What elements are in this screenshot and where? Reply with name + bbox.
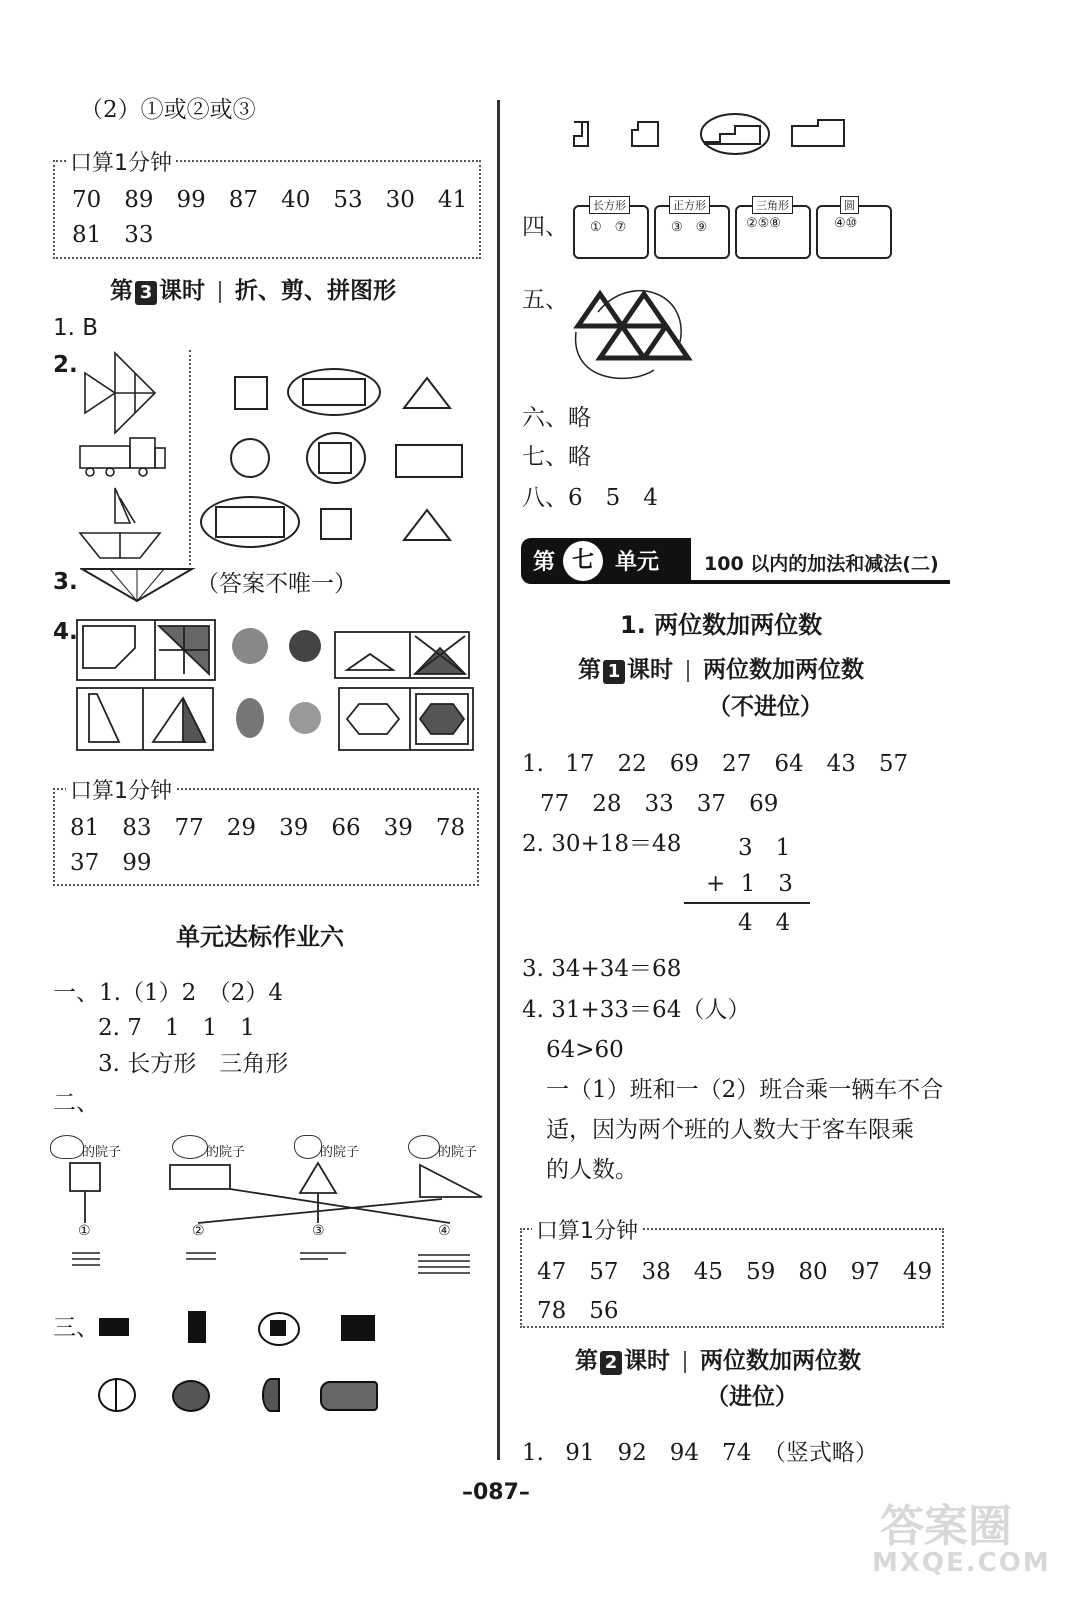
answer-line: 一、1.（1）2 （2）4 xyxy=(53,980,283,1006)
unit-suffix: 单元 xyxy=(615,550,660,575)
rabbit-icon xyxy=(294,1135,322,1159)
answer-line: 4. 31+33＝64（人） xyxy=(522,997,751,1023)
kousuan-row: 81 33 xyxy=(72,222,154,248)
unit-banner xyxy=(521,538,691,584)
split-circle xyxy=(98,1378,136,1412)
vertical-calc-mid: + 1 3 xyxy=(706,871,793,897)
kousuan-label: 口算1分钟 xyxy=(532,1214,642,1245)
kousuan-row: 47 57 38 45 59 80 97 49 xyxy=(537,1259,933,1285)
kousuan-label: 口算1分钟 xyxy=(66,146,176,177)
lesson-number-badge: 2 xyxy=(600,1351,622,1375)
half-circle xyxy=(262,1378,280,1412)
answer-3-label: 3. xyxy=(53,569,78,595)
yard-label: 的院子 xyxy=(206,1145,246,1160)
calc-line xyxy=(684,902,810,904)
kousuan-row: 78 56 xyxy=(537,1298,619,1324)
section-title: 单元达标作业六 xyxy=(176,923,344,951)
filled-rectangle xyxy=(188,1311,206,1343)
lesson-suffix: 课时 xyxy=(627,657,673,683)
lesson-title: 折、剪、拼图形 xyxy=(235,278,396,304)
category-nums: ④⑩ xyxy=(834,216,858,231)
lesson-prefix: 第 xyxy=(575,1348,598,1374)
matching-figure xyxy=(50,1135,490,1285)
answer-line: 77 28 33 37 69 xyxy=(540,791,779,817)
category-nums: ③ ⑨ xyxy=(671,220,708,235)
answer-line: 一（1）班和一（2）班合乘一辆车不合 xyxy=(546,1077,944,1103)
rectangle-shape xyxy=(302,378,366,406)
answer-line: 四、 xyxy=(522,214,568,240)
category-label: 三角形 xyxy=(752,196,793,214)
category-label: 长方形 xyxy=(589,196,630,214)
unit-prefix: 第 xyxy=(533,550,556,575)
yard-label: 的院子 xyxy=(438,1145,478,1160)
circled-number: ② xyxy=(192,1223,205,1239)
filled-square xyxy=(270,1320,286,1336)
filled-rectangle xyxy=(341,1315,375,1341)
square-shape xyxy=(318,442,352,474)
square-shape xyxy=(320,508,352,540)
lesson-title: 两位数加两位数 xyxy=(703,657,864,683)
cut-paper-figures xyxy=(75,618,475,754)
circle-shape xyxy=(230,438,270,478)
answer-line: 3. 34+34＝68 xyxy=(522,956,682,982)
category-nums: ① ⑦ xyxy=(590,220,627,235)
unit-title: 100 以内的加法和减法(二) xyxy=(704,553,939,575)
watermark-logo: 答案圈 xyxy=(880,1501,1012,1552)
answer-line: 八、6 5 4 xyxy=(522,485,658,511)
kousuan-row: 70 89 99 87 40 53 30 41 xyxy=(72,187,468,213)
tangram-figures xyxy=(75,348,185,568)
answer-line: 1. 91 92 94 74 （竖式略） xyxy=(522,1440,878,1466)
answer-line: 六、略 xyxy=(522,405,591,431)
divider xyxy=(189,350,191,565)
circled-number: ③ xyxy=(312,1223,325,1239)
triangle-shape xyxy=(402,508,452,542)
triangle-shape xyxy=(402,376,452,410)
yard-label: 的院子 xyxy=(320,1145,360,1160)
section-title: 1. 两位数加两位数 xyxy=(620,611,823,639)
filled-rectangle xyxy=(99,1318,129,1336)
kousuan-row: 37 99 xyxy=(70,850,152,876)
answer-line: 1. 17 22 69 27 64 43 57 xyxy=(522,751,909,777)
answer-line: 3. 长方形 三角形 xyxy=(98,1051,289,1077)
lesson-prefix: 第 xyxy=(110,278,133,304)
lesson-number-badge: 3 xyxy=(135,281,157,305)
lesson-number-badge: 1 xyxy=(603,660,625,684)
answer-4-label: 4. xyxy=(53,619,78,645)
answer-2-label: 2. xyxy=(53,352,78,378)
folded-triangle-figure xyxy=(80,565,196,605)
rectangle-shape xyxy=(215,506,285,538)
kousuan-label: 口算1分钟 xyxy=(66,774,176,805)
square-shape xyxy=(234,376,268,410)
circled-number: ④ xyxy=(438,1223,451,1239)
cat-icon xyxy=(50,1135,84,1159)
column-divider xyxy=(497,100,500,1460)
answer-note: （答案不唯一） xyxy=(196,571,357,597)
matching-lines xyxy=(50,1159,490,1285)
staircase-figures xyxy=(570,112,850,158)
vertical-calc-bot: 4 4 xyxy=(738,910,791,936)
kousuan-row: 81 83 77 29 39 66 39 78 xyxy=(70,815,466,841)
answer-line: 2. 30+18＝48 xyxy=(522,831,682,857)
divider xyxy=(684,1351,686,1373)
answer-line: 七、略 xyxy=(522,444,591,470)
divider xyxy=(690,580,950,584)
lesson-prefix: 第 xyxy=(578,657,601,683)
answer-1: 1. B xyxy=(53,315,99,341)
lesson-heading xyxy=(575,1342,861,1375)
filled-ellipse xyxy=(172,1380,210,1412)
lesson-heading xyxy=(110,272,396,305)
page-number: –087– xyxy=(462,1480,530,1505)
lesson-subtitle: （进位） xyxy=(706,1384,798,1410)
answer-line: 64>60 xyxy=(546,1037,624,1063)
lesson-title: 两位数加两位数 xyxy=(700,1348,861,1374)
answer-line: 二、 xyxy=(53,1090,99,1116)
lesson-suffix: 课时 xyxy=(624,1348,670,1374)
vertical-calc-top: 3 1 xyxy=(738,835,791,861)
watermark-url: MXQE.COM xyxy=(872,1548,1051,1578)
answer-line: 五、 xyxy=(522,287,568,313)
category-nums: ②⑤⑧ xyxy=(746,216,781,231)
lesson-heading xyxy=(578,651,864,684)
divider xyxy=(687,660,689,682)
answer-line: 三、 xyxy=(53,1315,99,1341)
bear-icon xyxy=(408,1135,440,1159)
rectangle-shape xyxy=(395,444,463,478)
dog-icon xyxy=(172,1135,208,1159)
lesson-subtitle: （不进位） xyxy=(708,694,823,720)
category-label: 正方形 xyxy=(669,196,710,214)
unit-number: 七 xyxy=(563,541,603,581)
rounded-rectangle xyxy=(320,1381,378,1411)
answer-line: 适，因为两个班的人数大于客车限乘 xyxy=(546,1117,914,1143)
yard-label: 的院子 xyxy=(82,1145,122,1160)
answer-line: （2）①或②或③ xyxy=(80,97,256,123)
answer-line: 的人数。 xyxy=(546,1157,638,1183)
divider xyxy=(219,281,221,303)
category-label: 圆 xyxy=(840,196,859,214)
lesson-suffix: 课时 xyxy=(159,278,205,304)
divider xyxy=(115,1378,117,1412)
circled-number: ① xyxy=(78,1223,91,1239)
answer-line: 2. 7 1 1 1 xyxy=(98,1015,255,1041)
matchstick-triangles xyxy=(570,282,695,386)
